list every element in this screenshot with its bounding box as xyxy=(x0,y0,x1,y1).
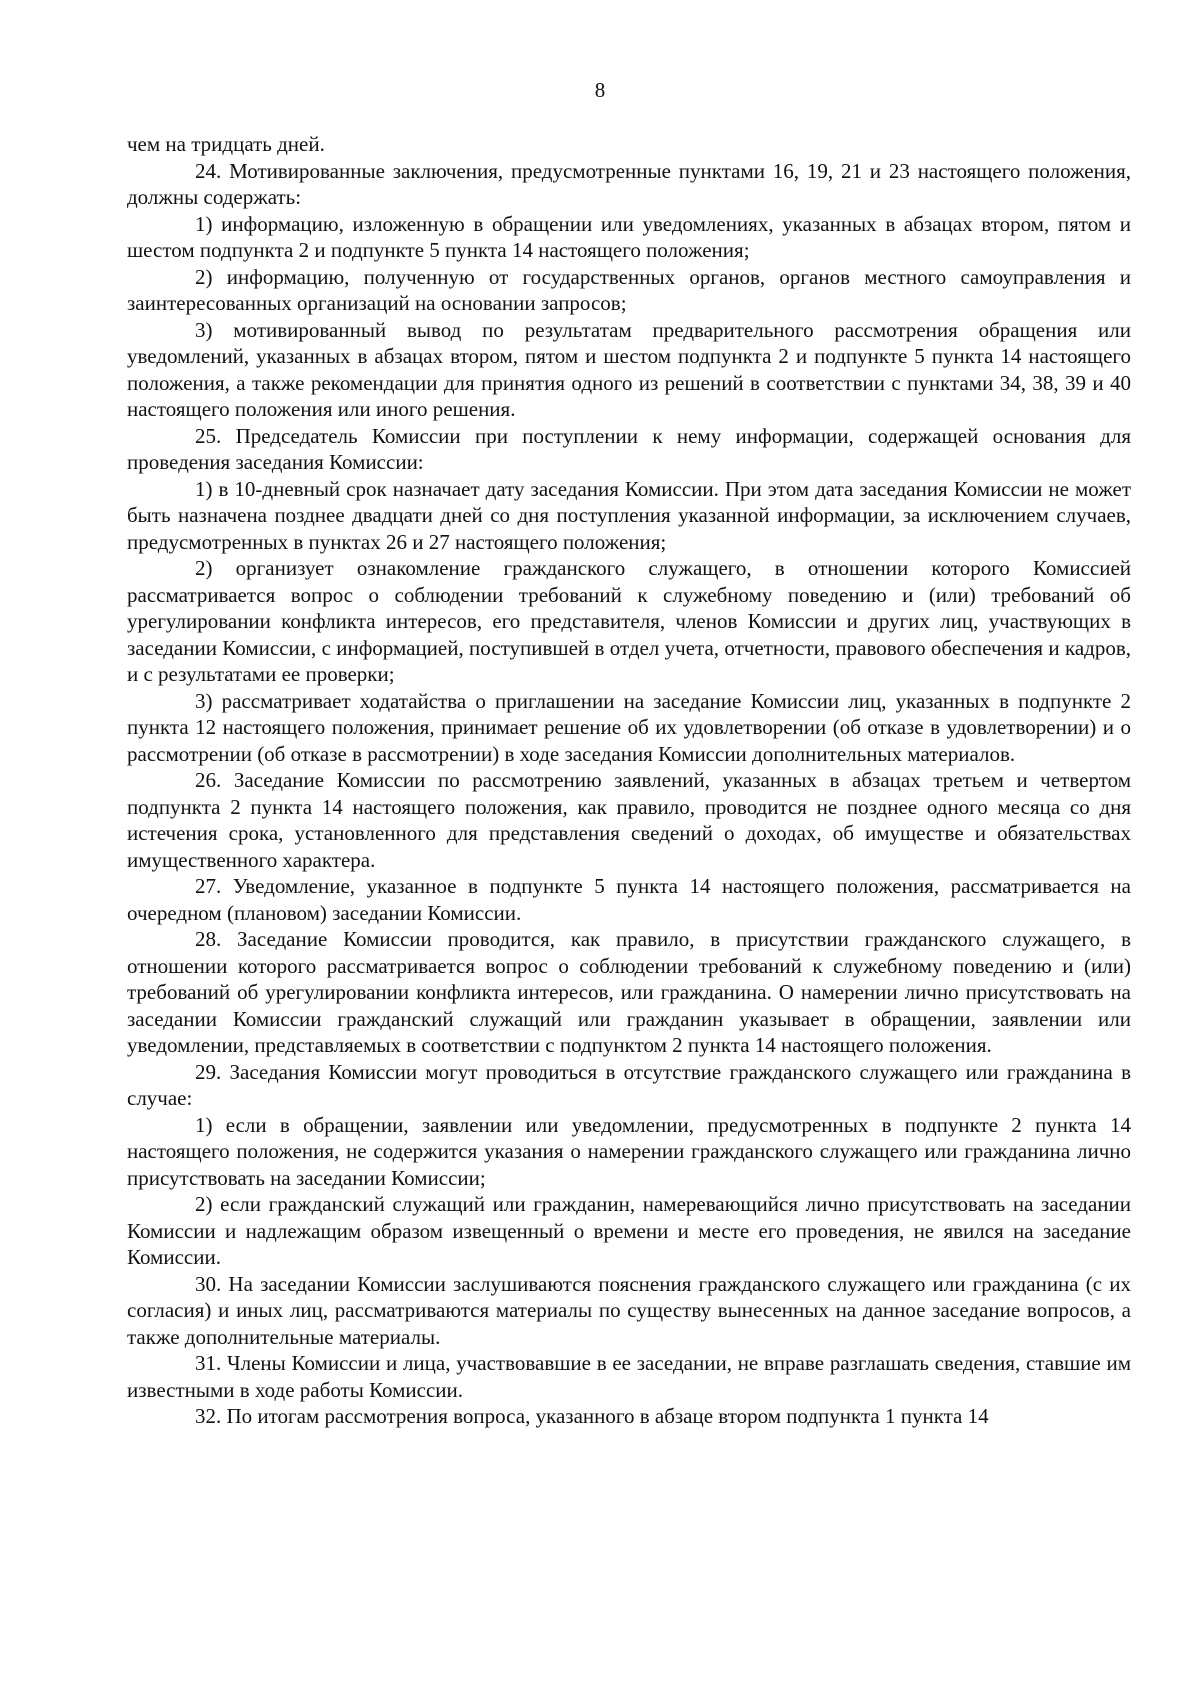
paragraph-27: 27. Уведомление, указанное в подпункте 5 пункта 14 настоящего положения, рассматривается на очередном (плановом) заседании Комиссии. xyxy=(127,874,1131,925)
paragraph-24-item-3: 3) мотивированный вывод по результатам предварительного рассмотрения обращения или уведомлений, указанных в абзацах втором, пятом и шестом подпункта 2 и подпункте 5 пункта 14 настоящего положения, а также рекомендации для принятия одного из решений в соответствии с пунктами 34, 38, 39 и 40 настоящего положения или иного решения. xyxy=(127,317,1131,421)
page-number: 8 xyxy=(594,78,606,102)
paragraph-32: 32. По итогам рассмотрения вопроса, указанного в абзаце втором подпункта 1 пункта 14 xyxy=(195,1404,989,1428)
paragraph-25-item-3: 3) рассматривает ходатайства о приглашении на заседание Комиссии лиц, указанных в подпункте 2 пункта 12 настоящего положения, принимает решение об их удовлетворении (об отказе в удовлетворении) и о рассмотрении (об отказе в рассмотрении) в ходе заседания Комиссии дополнительных материалов. xyxy=(127,688,1131,766)
paragraph-28: 28. Заседание Комиссии проводится, как правило, в присутствии гражданского служащего, в отношении которого рассматривается вопрос о соблюдении требований к служебному поведению и (или) требований об урегулировании конфликта интересов, или гражданина. О намерении лично присутствовать на заседании Комиссии гражданский служащий или гражданин указывает в обращении, заявлении или уведомлении, представляемых в соответствии с подпунктом 2 пункта 14 настоящего положения. xyxy=(127,927,1131,1057)
paragraph-29-item-1: 1) если в обращении, заявлении или уведомлении, предусмотренных в подпункте 2 пункта 14 настоящего положения, не содержится указания о намерении гражданского служащего или гражданина лично присутствовать на заседании Комиссии; xyxy=(127,1112,1131,1190)
paragraph-25: 25. Председатель Комиссии при поступлении к нему информации, содержащей основания для проведения заседания Комиссии: xyxy=(127,423,1131,474)
paragraph-continuation: чем на тридцать дней. xyxy=(127,132,325,156)
paragraph-30: 30. На заседании Комиссии заслушиваются пояснения гражданского служащего или гражданина (с их согласия) и иных лиц, рассматриваются материалы по существу вынесенных на данное заседание вопросов, а также дополнительные материалы. xyxy=(127,1271,1131,1349)
paragraph-26: 26. Заседание Комиссии по рассмотрению заявлений, указанных в абзацах третьем и четвертом подпункта 2 пункта 14 настоящего положения, как правило, проводится не позднее одного месяца со дня истечения срока, установленного для представления сведений о доходах, об имуществе и обязательствах имущественного характера. xyxy=(127,768,1131,872)
paragraph-29-item-2: 2) если гражданский служащий или гражданин, намеревающийся лично присутствовать на заседании Комиссии и надлежащим образом извещенный о времени и месте его проведения, не явился на заседание Комиссии. xyxy=(127,1192,1131,1269)
paragraph-24-item-2: 2) информацию, полученную от государственных органов, органов местного самоуправления и заинтересованных организаций на основании запросов; xyxy=(127,264,1131,315)
paragraph-24-item-1: 1) информацию, изложенную в обращении или уведомлениях, указанных в абзацах втором, пятом и шестом подпункта 2 и подпункте 5 пункта 14 настоящего положения; xyxy=(127,211,1131,262)
paragraph-25-item-1: 1) в 10-дневный срок назначает дату заседания Комиссии. При этом дата заседания Комиссии не может быть назначена позднее двадцати дней со дня поступления указанной информации, за исключением случаев, предусмотренных в пунктах 26 и 27 настоящего положения; xyxy=(127,476,1131,554)
paragraph-24: 24. Мотивированные заключения, предусмотренные пунктами 16, 19, 21 и 23 настоящего положения, должны содержать: xyxy=(127,158,1131,209)
paragraph-29: 29. Заседания Комиссии могут проводиться в отсутствие гражданского служащего или гражданина в случае: xyxy=(127,1059,1131,1110)
document-body xyxy=(127,131,1131,1430)
paragraph-31: 31. Члены Комиссии и лица, участвовавшие в ее заседании, не вправе разглашать сведения, ставшие им известными в ходе работы Комиссии. xyxy=(127,1351,1131,1402)
paragraph-25-item-2: 2) организует ознакомление гражданского служащего, в отношении которого Комиссией рассматривается вопрос о соблюдении требований к служебному поведению и (или) требований об урегулировании конфликта интересов, его представителя, членов Комиссии и других лиц, участвующих в заседании Комиссии, с информацией, поступившей в отдел учета, отчетности, правового обеспечения и кадров, и с результатами ее проверки; xyxy=(127,556,1131,686)
